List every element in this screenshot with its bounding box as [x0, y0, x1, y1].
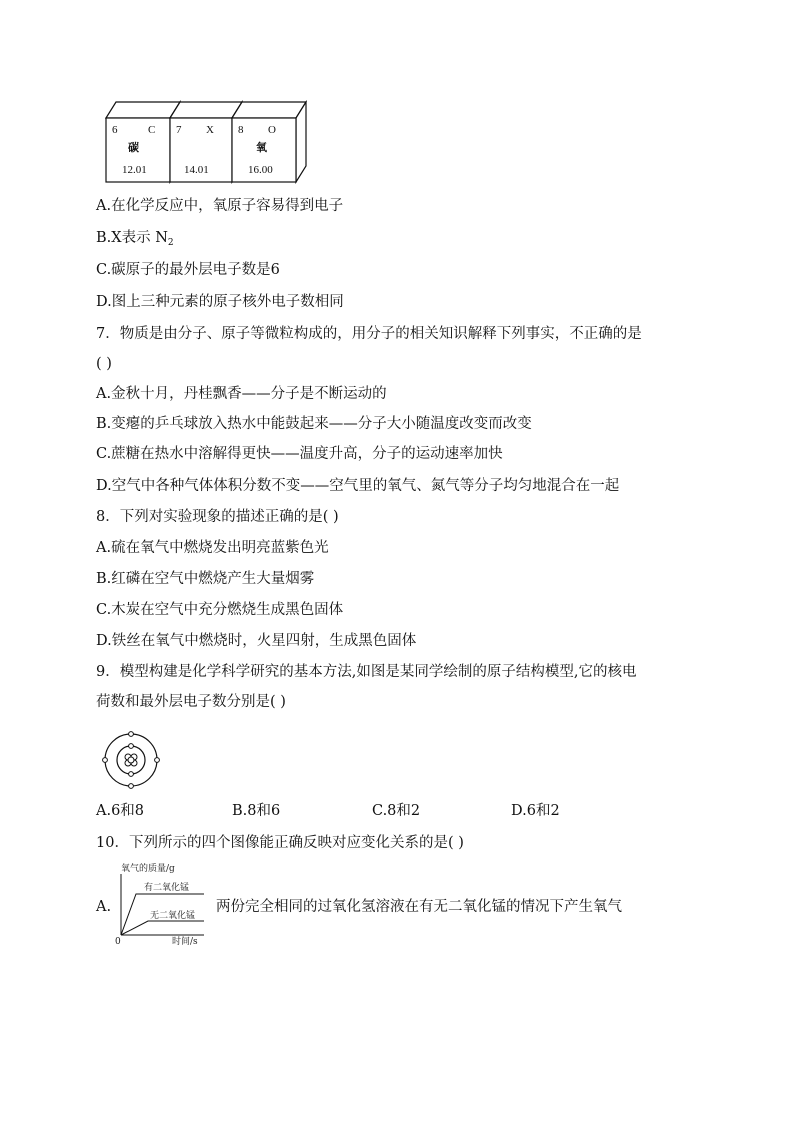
q7-option-a: A.金秋十月，丹桂飘香——分子是不断运动的 — [96, 386, 387, 402]
q6-option-b — [96, 228, 174, 253]
q7-option-c: C.蔗糖在热水中溶解得更快——温度升高，分子的运动速率加快 — [96, 446, 503, 462]
graph-origin-label: 0 — [115, 937, 121, 947]
q6-option-b-text: B.X表示 N — [96, 230, 168, 246]
q7-stem-line2: ( ) — [96, 356, 112, 372]
q6-option-d: D.图上三种元素的原子核外电子数相同 — [96, 294, 344, 310]
q8-stem: 8．下列对实验现象的描述正确的是( ) — [96, 509, 339, 525]
cell-number: 8 — [238, 124, 244, 136]
q9-option-c: C.8和2 — [372, 803, 421, 819]
nucleus — [125, 754, 137, 766]
cell-name: 氧 — [256, 141, 267, 154]
graph-line1-label: 有二氧化锰 — [144, 883, 190, 893]
q9-option-a: A.6和8 — [96, 803, 145, 819]
cell-name: 碳 — [128, 141, 139, 154]
element-cell-carbon — [106, 102, 180, 182]
graph-x-label: 时间/s — [172, 937, 198, 947]
q9-option-d: D.6和2 — [511, 803, 560, 819]
atom-model-figure — [100, 728, 164, 792]
q8-option-c: C.木炭在空气中充分燃烧生成黑色固体 — [96, 602, 344, 618]
graph-line2-label: 无二氧化锰 — [150, 911, 196, 921]
oxygen-mass-graph — [112, 860, 208, 950]
q7-option-d: D.空气中各种气体体积分数不变——空气里的氧气、氮气等分子均匀地混合在一起 — [96, 478, 620, 494]
q10-option-a-label: A. — [96, 899, 112, 915]
element-cell-x — [170, 102, 242, 182]
cell-mass: 12.01 — [122, 164, 147, 176]
q6-option-c: C.碳原子的最外层电子数是6 — [96, 262, 280, 278]
q6-option-b-subscript: 2 — [167, 238, 174, 248]
cell-symbol: C — [148, 124, 156, 136]
q10-stem: 10．下列所示的四个图像能正确反映对应变化关系的是( ) — [96, 835, 464, 851]
q6-option-a: A.在化学反应中，氧原子容易得到电子 — [96, 198, 344, 214]
q10-option-a-text: 两份完全相同的过氧化氢溶液在有无二氧化锰的情况下产生氧气 — [216, 899, 622, 915]
graph-line-without-mno2 — [121, 921, 204, 935]
q7-option-b: B.变瘪的乒乓球放入热水中能鼓起来——分子大小随温度改变而改变 — [96, 416, 532, 432]
q8-option-d: D.铁丝在氧气中燃烧时，火星四射，生成黑色固体 — [96, 633, 417, 649]
element-cell-oxygen — [232, 102, 306, 182]
cell-symbol: O — [268, 124, 276, 136]
q9-stem-line2: 荷数和最外层电子数分别是( ) — [96, 694, 286, 710]
cell-mass: 16.00 — [248, 164, 273, 176]
q9-option-b: B.8和6 — [232, 803, 281, 819]
q8-option-a: A.硫在氧气中燃烧发出明亮蓝紫色光 — [96, 540, 329, 556]
q9-stem-line1: 9．模型构建是化学科学研究的基本方法,如图是某同学绘制的原子结构模型,它的核电 — [96, 664, 637, 680]
graph-y-label: 氧气的质量/g — [121, 864, 175, 874]
element-cells-figure — [100, 98, 315, 186]
cell-number: 7 — [176, 124, 182, 136]
cell-mass: 14.01 — [184, 164, 209, 176]
q7-stem-line1: 7．物质是由分子、原子等微粒构成的，用分子的相关知识解释下列事实，不正确的是 — [96, 326, 642, 342]
cell-number: 6 — [112, 124, 118, 136]
cell-symbol: X — [206, 124, 214, 136]
q8-option-b: B.红磷在空气中燃烧产生大量烟雾 — [96, 571, 315, 587]
